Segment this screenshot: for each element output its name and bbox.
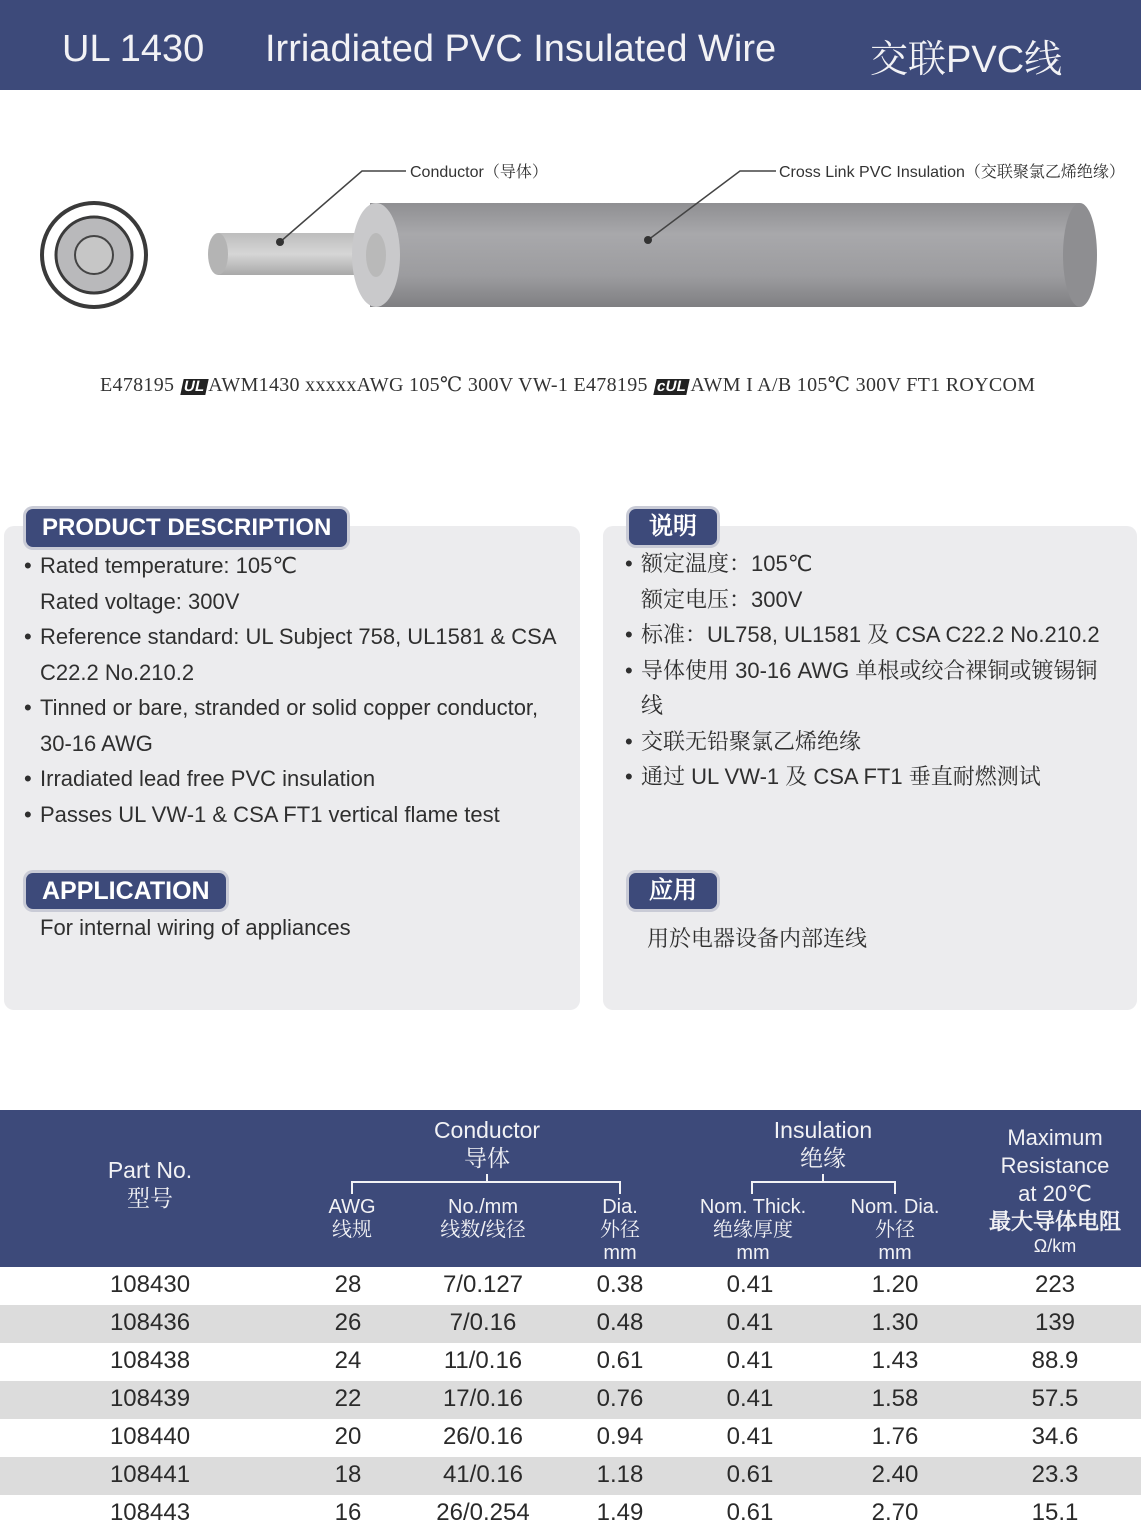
cell-part-no: 108440 [109, 1423, 191, 1450]
cell-part-no: 108439 [109, 1385, 191, 1412]
cell-strand: 11/0.16 [443, 1347, 523, 1374]
cell-strand: 17/0.16 [442, 1385, 524, 1412]
application-text-cn: 用於电器设备内部连线 [647, 926, 868, 951]
cell-strand: 41/0.16 [442, 1461, 524, 1488]
application-heading-cn: 应用 [629, 873, 717, 909]
cell-od: 1.43 [871, 1347, 919, 1374]
print-marking [100, 372, 1035, 397]
col-awg: AWG 线规 [328, 1196, 376, 1241]
description-list-cn [625, 546, 1105, 795]
product-description-heading: PRODUCT DESCRIPTION [26, 509, 347, 547]
cross-section-icon [42, 203, 146, 307]
header-banner [0, 0, 1141, 90]
marking-file-no: E478195 [100, 374, 175, 396]
description-heading-cn: 说明 [629, 509, 717, 545]
list-item: • Rated temperature: 105℃ [24, 553, 298, 578]
cell-strand: 26/0.254 [436, 1499, 530, 1526]
cell-resistance: 88.9 [1031, 1347, 1079, 1374]
list-item: • 交联无铅聚氯乙烯绝缘 [625, 728, 862, 754]
cell-awg: 22 [334, 1385, 362, 1412]
col-conductor: Conductor 导体 [433, 1117, 541, 1171]
cell-resistance: 15.1 [1031, 1499, 1079, 1526]
list-item: • 通过 UL VW-1 及 CSA FT1 垂直耐燃测试 [625, 764, 1041, 789]
cell-awg: 24 [334, 1347, 362, 1374]
cell-part-no: 108441 [109, 1461, 191, 1488]
cell-part-no: 108438 [109, 1347, 191, 1374]
ul-logo-icon: UL [181, 378, 207, 395]
table-row [0, 1495, 1141, 1533]
cell-od: 2.70 [871, 1499, 919, 1526]
col-max-resistance: Maximum Resistance at 20℃ 最大导体电阻 Ω/km [988, 1125, 1121, 1256]
list-item: • 额定温度：105℃ [625, 551, 813, 576]
cell-awg: 20 [334, 1423, 362, 1450]
cell-awg: 28 [334, 1271, 362, 1298]
cell-resistance: 139 [1034, 1309, 1076, 1336]
cell-awg: 18 [334, 1461, 362, 1488]
conductor-label: Conductor（导体） [410, 164, 548, 181]
col-conductor-dia: Dia. 外径 mm [600, 1196, 640, 1264]
cell-resistance: 23.3 [1031, 1461, 1079, 1488]
marking-awm: AWM1430 xxxxxAWG 105℃ 300V VW-1 E478195 [208, 374, 648, 396]
cell-strand: 26/0.16 [442, 1423, 524, 1450]
list-item: • Irradiated lead free PVC insulation [24, 766, 376, 791]
product-title: Irriadiated PVC Insulated Wire [265, 28, 777, 70]
table-row [0, 1305, 1141, 1343]
cable-side-view [208, 203, 1097, 307]
marking-csa: AWM I A/B 105℃ 300V FT1 ROYCOM [690, 374, 1036, 396]
list-item: • Tinned or bare, stranded or solid copper conductor, 30-16 AWG [24, 695, 539, 756]
table-row [0, 1267, 1141, 1305]
table-row [0, 1457, 1141, 1495]
list-item: • Passes UL VW-1 & CSA FT1 vertical flame test [24, 801, 500, 827]
product-title-cn: 交联PVC线 [870, 39, 1063, 81]
cell-dia: 0.76 [596, 1385, 644, 1412]
application-heading: APPLICATION [26, 873, 226, 909]
col-part-no: Part No. 型号 [107, 1157, 193, 1211]
cell-dia: 0.38 [596, 1271, 644, 1298]
cell-part-no: 108443 [109, 1499, 191, 1526]
cell-resistance: 223 [1034, 1271, 1076, 1298]
cell-awg: 26 [334, 1309, 362, 1336]
insulation-label: Cross Link PVC Insulation（交联聚氯乙烯绝缘） [779, 164, 1125, 181]
list-item: • 导体使用 30-16 AWG 单根或绞合裸铜或镀锡铜线 [625, 657, 1098, 718]
col-strand: No./mm 线数/线径 [440, 1196, 526, 1241]
cell-strand: 7/0.16 [449, 1309, 517, 1336]
cell-part-no: 108436 [109, 1309, 191, 1336]
table-row [0, 1343, 1141, 1381]
cell-od: 1.58 [871, 1385, 919, 1412]
cable-diagram [0, 90, 1141, 360]
cell-thick: 0.41 [726, 1309, 774, 1336]
cell-thick: 0.61 [726, 1461, 774, 1488]
list-item: 额定电压：300V [641, 586, 803, 612]
cell-part-no: 108430 [109, 1271, 191, 1298]
cell-dia: 0.48 [596, 1309, 644, 1336]
list-item: • 标准：UL758, UL1581 及 CSA C22.2 No.210.2 [625, 622, 1100, 647]
cell-od: 1.20 [871, 1271, 919, 1298]
cul-logo-icon: cUL [655, 378, 689, 395]
application-text: For internal wiring of appliances [40, 915, 351, 940]
cell-od: 2.40 [871, 1461, 919, 1488]
cell-dia: 1.18 [596, 1461, 644, 1488]
cell-thick: 0.41 [726, 1271, 774, 1298]
cell-thick: 0.41 [726, 1347, 774, 1374]
col-nom-thick: Nom. Thick. 绝缘厚度 mm [699, 1196, 807, 1264]
model-number: UL 1430 [62, 28, 205, 70]
cell-strand: 7/0.127 [442, 1271, 524, 1298]
cell-resistance: 57.5 [1031, 1385, 1079, 1412]
list-item: • Reference standard: UL Subject 758, UL1581 & CSA C22.2 No.210.2 [24, 624, 556, 685]
col-insulation: Insulation 绝缘 [773, 1117, 873, 1171]
list-item: Rated voltage: 300V [40, 588, 240, 614]
cell-thick: 0.41 [726, 1423, 774, 1450]
cell-dia: 0.61 [596, 1347, 644, 1374]
spec-table-header [0, 1110, 1141, 1267]
description-list-en [24, 548, 564, 832]
col-nom-dia: Nom. Dia. 外径 mm [850, 1196, 940, 1264]
cell-resistance: 34.6 [1031, 1423, 1079, 1450]
cell-awg: 16 [334, 1499, 362, 1526]
table-row [0, 1419, 1141, 1457]
cell-thick: 0.41 [726, 1385, 774, 1412]
cell-thick: 0.61 [726, 1499, 774, 1526]
cell-dia: 1.49 [596, 1499, 644, 1526]
table-row [0, 1381, 1141, 1419]
cell-od: 1.30 [871, 1309, 919, 1336]
cell-od: 1.76 [871, 1423, 919, 1450]
cell-dia: 0.94 [596, 1423, 644, 1450]
